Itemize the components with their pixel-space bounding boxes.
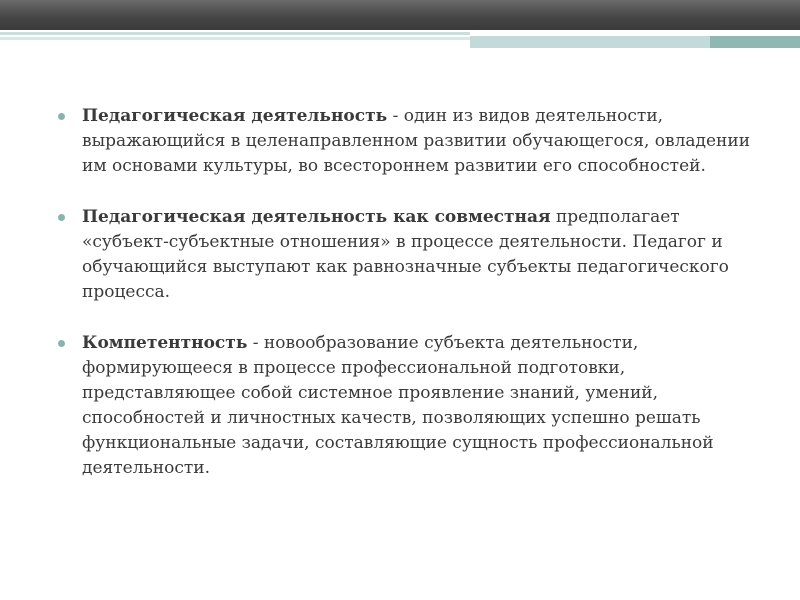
bullet-dot-icon xyxy=(58,214,65,221)
bullet-text: - один из видов деятельности, выражающийся в целенаправленном развитии обучающегося, овладении им основами культуры, во всестороннем развитии его способностей. xyxy=(82,106,751,176)
accent-stripe-left-lower xyxy=(0,37,470,40)
bullet-item-joint-activity xyxy=(56,205,756,305)
bullet-dot-icon xyxy=(58,113,65,120)
accent-stripe-right xyxy=(710,36,800,48)
accent-stripe-middle xyxy=(470,36,710,48)
header-bar xyxy=(0,0,800,30)
bullet-text: - новообразование субъекта деятельности, формирующееся в процессе профессиональной подготовки, представляющее собой системное проявление знаний, умений, способностей и личностных качеств, позволяющих успешно решать функциональные задачи, составляющие сущность профессиональной деятельности. xyxy=(82,333,714,478)
bullet-term: Педагогическая деятельность xyxy=(82,106,388,126)
bullet-term: Педагогическая деятельность как совместная xyxy=(82,207,551,227)
bullet-dot-icon xyxy=(58,340,65,347)
bullet-item-pedagogical-activity xyxy=(56,104,756,179)
bullet-item-competence xyxy=(56,331,756,481)
slide-content xyxy=(56,104,756,507)
bullet-term: Компетентность xyxy=(82,333,248,353)
bullet-text: предполагает «субъект-субъектные отношения» в процессе деятельности. Педагог и обучающийся выступают как равнозначные субъекты педагогического процесса. xyxy=(82,207,729,302)
accent-stripe-left-upper xyxy=(0,32,470,35)
